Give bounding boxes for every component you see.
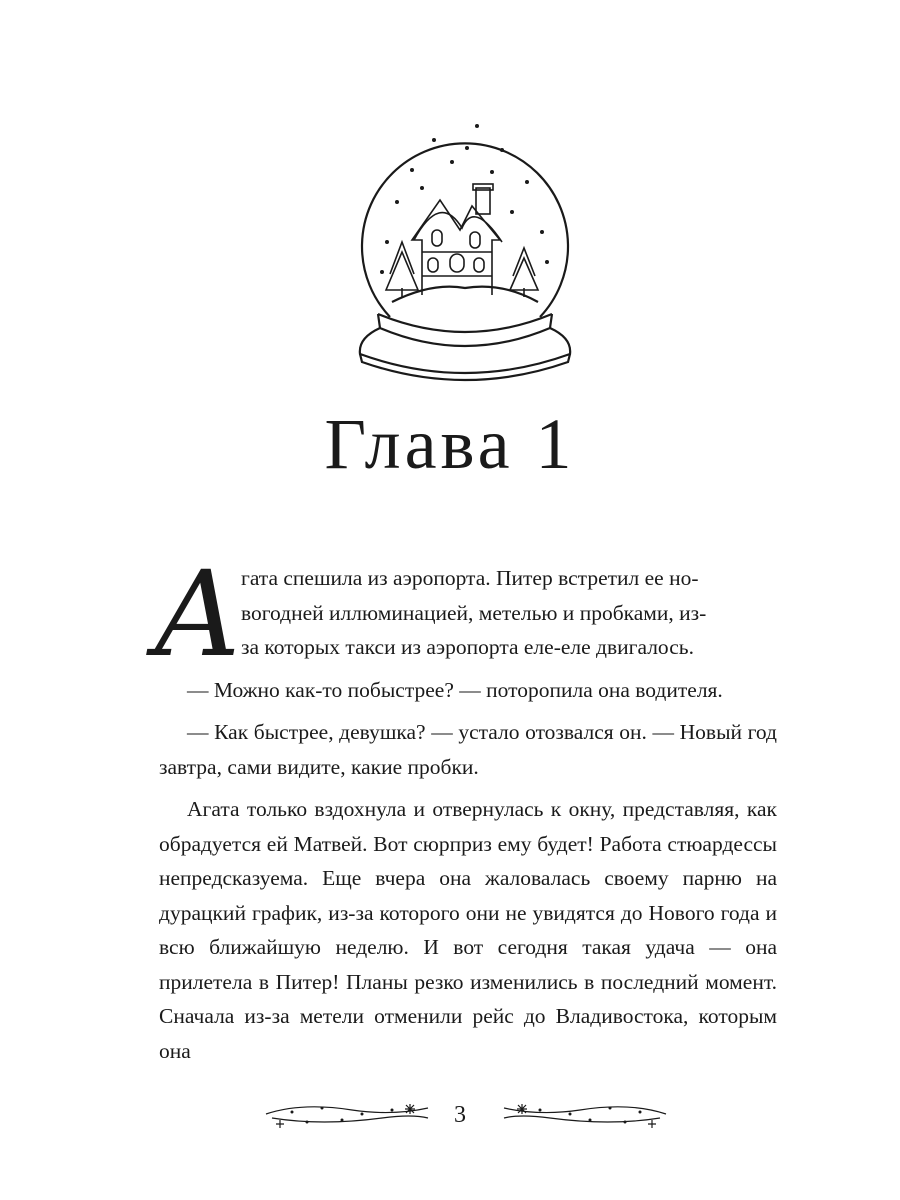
page-number: 3 (454, 1102, 466, 1128)
first-paragraph-line: вогодней иллюминацией, метелью и пробками, из- (241, 600, 707, 625)
paragraph: — Как быстрее, девушка? — устало отозвался он. — Новый год завтра, сами видите, какие пробки. (159, 720, 777, 779)
body-text (153, 545, 777, 1068)
drop-cap: А (153, 545, 243, 683)
first-paragraph-line: за которых такси из аэропорта еле-еле двигалось. (241, 635, 694, 659)
first-paragraph-line: гата спешила из аэропорта. Питер встретил ее но- (241, 566, 699, 590)
snowflake-flourish-left-icon (262, 1100, 432, 1130)
paragraph: — Можно как-то побыстрее? — поторопила она водителя. (187, 677, 723, 702)
snow-globe-illustration (352, 92, 578, 382)
paragraph: Агата только вздохнула и отвернулась к окну, представляя, как обрадуется ей Матвей. Вот сюрприз ему будет! Работа стюардессы непредсказуема. Еще вчера она жаловалась своему парню на дурацкий график, из-за которого они не увидятся до Нового года и всю ближайшую неделю. И вот сегодня такая удача — она прилетела в Питер! Планы резко изменились в последний момент. Сначала из-за метели отменили рейс до Владивостока, которым она (159, 797, 777, 1063)
chapter-title: Глава 1 (324, 404, 576, 484)
snowflake-flourish-right-icon (500, 1100, 670, 1130)
first-paragraph (153, 545, 777, 683)
